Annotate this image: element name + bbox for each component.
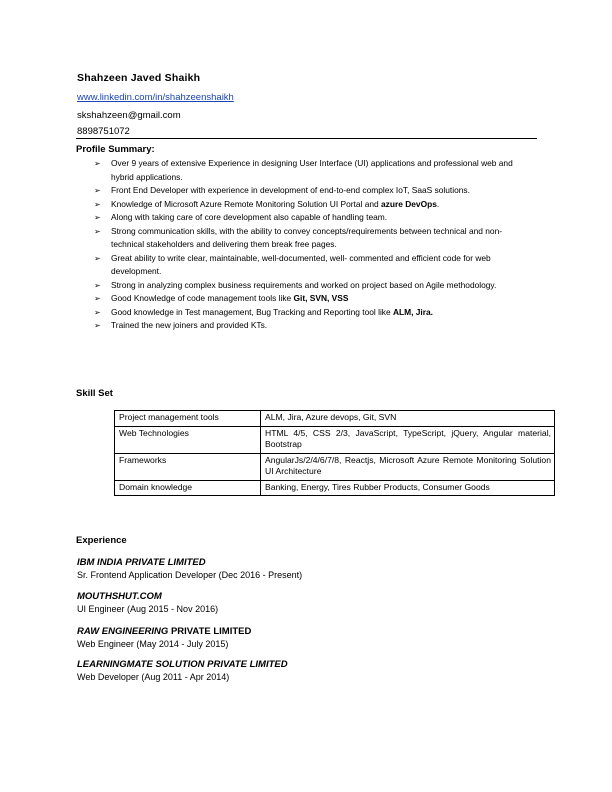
summary-bullet-text: Strong communication skills, with the ability to convey concepts/requirements between technical and non-technical stakeholders and delivering them break free pages. <box>111 225 503 249</box>
linkedin-link[interactable]: www.linkedin.com/in/shahzeenshaikh <box>77 92 234 103</box>
job-role: UI Engineer (Aug 2015 - Nov 2016) <box>77 604 219 614</box>
summary-bullet-text: Front End Developer with experience in development of end-to-end complex IoT, SaaS solutions. <box>111 185 470 195</box>
skills-table <box>114 410 555 496</box>
email-text: skshahzeen@gmail.com <box>77 110 181 121</box>
summary-bullet <box>94 252 524 279</box>
summary-bullet <box>94 225 524 252</box>
company-name-text: IBM INDIA PRIVATE LIMITED <box>77 557 206 568</box>
arrow-bullet-icon: ➢ <box>94 199 101 209</box>
skill-values: AngularJs/2/4/6/7/8, Reactjs, Microsoft Azure Remote Monitoring Solution UI Architecture <box>261 453 555 480</box>
summary-bullet-text: Good knowledge in Test management, Bug Tracking and Reporting tool like <box>111 306 393 317</box>
profile-summary-list <box>94 157 524 333</box>
skill-category: Domain knowledge <box>115 480 261 496</box>
summary-bullet <box>94 279 524 293</box>
arrow-bullet-icon: ➢ <box>94 321 101 330</box>
job-entry <box>77 626 527 650</box>
phone-text: 8898751072 <box>77 126 130 137</box>
skill-category: Frameworks <box>115 453 261 480</box>
summary-bullet-text: Strong in analyzing complex business requirements and worked on project based on Agile methodology. <box>111 279 497 290</box>
summary-bullet <box>94 198 524 212</box>
summary-bullet <box>94 292 524 306</box>
arrow-bullet-icon: ➢ <box>94 280 101 290</box>
company-name <box>77 626 527 638</box>
skill-category: Web Technologies <box>115 426 261 453</box>
summary-bullet-emphasis: azure DevOps <box>381 198 437 209</box>
summary-bullet-text: Knowledge of Microsoft Azure Remote Monitoring Solution UI Portal and <box>111 198 381 209</box>
arrow-bullet-icon: ➢ <box>94 186 101 195</box>
job-entry <box>77 557 527 581</box>
summary-bullet-text: Trained the new joiners and provided KTs. <box>111 320 268 330</box>
job-entry <box>77 591 527 615</box>
arrow-bullet-icon: ➢ <box>94 159 101 168</box>
summary-bullet-text: Great ability to write clear, maintainable, well-documented, well- commented and efficient code for web development. <box>111 252 491 276</box>
arrow-bullet-icon: ➢ <box>94 294 101 303</box>
experience-heading: Experience <box>76 535 127 546</box>
company-name-text: MOUTHSHUT.COM <box>77 591 162 602</box>
table-row <box>115 426 555 453</box>
summary-bullet-text: Along with taking care of core development also capable of handling team. <box>111 212 388 222</box>
job-role: Web Engineer (May 2014 - July 2015) <box>77 639 229 649</box>
arrow-bullet-icon: ➢ <box>94 226 101 236</box>
summary-bullet-emphasis: Git, SVN, VSS <box>293 293 349 303</box>
summary-bullet-text: Over 9 years of extensive Experience in designing User Interface (UI) applications and professional web and hybrid applications. <box>111 158 513 182</box>
table-row <box>115 480 555 496</box>
company-name-text: LEARNINGMATE SOLUTION PRIVATE LIMITED <box>77 659 288 670</box>
company-name <box>77 659 527 671</box>
company-name <box>77 591 527 603</box>
company-name-text: RAW ENGINEERING <box>77 626 169 637</box>
table-row <box>115 411 555 427</box>
summary-bullet <box>94 184 524 198</box>
summary-bullet <box>94 211 524 225</box>
profile-summary-heading: Profile Summary: <box>76 144 155 155</box>
summary-bullet-text: . <box>436 198 440 209</box>
summary-bullet <box>94 306 524 320</box>
job-role: Web Developer (Aug 2011 - Apr 2014) <box>77 672 230 682</box>
job-role: Sr. Frontend Application Developer (Dec 2016 - Present) <box>77 570 303 580</box>
table-row <box>115 453 555 480</box>
summary-bullet-text: Good Knowledge of code management tools like <box>111 293 294 303</box>
header-divider <box>76 138 537 139</box>
summary-bullet <box>94 157 524 184</box>
summary-bullet-emphasis: ALM, Jira. <box>392 306 434 317</box>
candidate-name: Shahzeen Javed Shaikh <box>77 72 201 84</box>
arrow-bullet-icon: ➢ <box>94 253 101 263</box>
skill-values: Banking, Energy, Tires Rubber Products, Consumer Goods <box>261 480 555 496</box>
arrow-bullet-icon: ➢ <box>94 213 101 222</box>
job-entry <box>77 659 527 683</box>
arrow-bullet-icon: ➢ <box>94 307 101 317</box>
company-name-suffix: PRIVATE LIMITED <box>168 626 252 637</box>
skill-values: HTML 4/5, CSS 2/3, JavaScript, TypeScript, jQuery, Angular material, Bootstrap <box>261 426 555 453</box>
skill-category: Project management tools <box>115 411 261 427</box>
summary-bullet <box>94 319 524 333</box>
skill-values: ALM, Jira, Azure devops, Git, SVN <box>261 411 555 427</box>
company-name <box>77 557 527 569</box>
skill-set-heading: Skill Set <box>76 388 113 399</box>
